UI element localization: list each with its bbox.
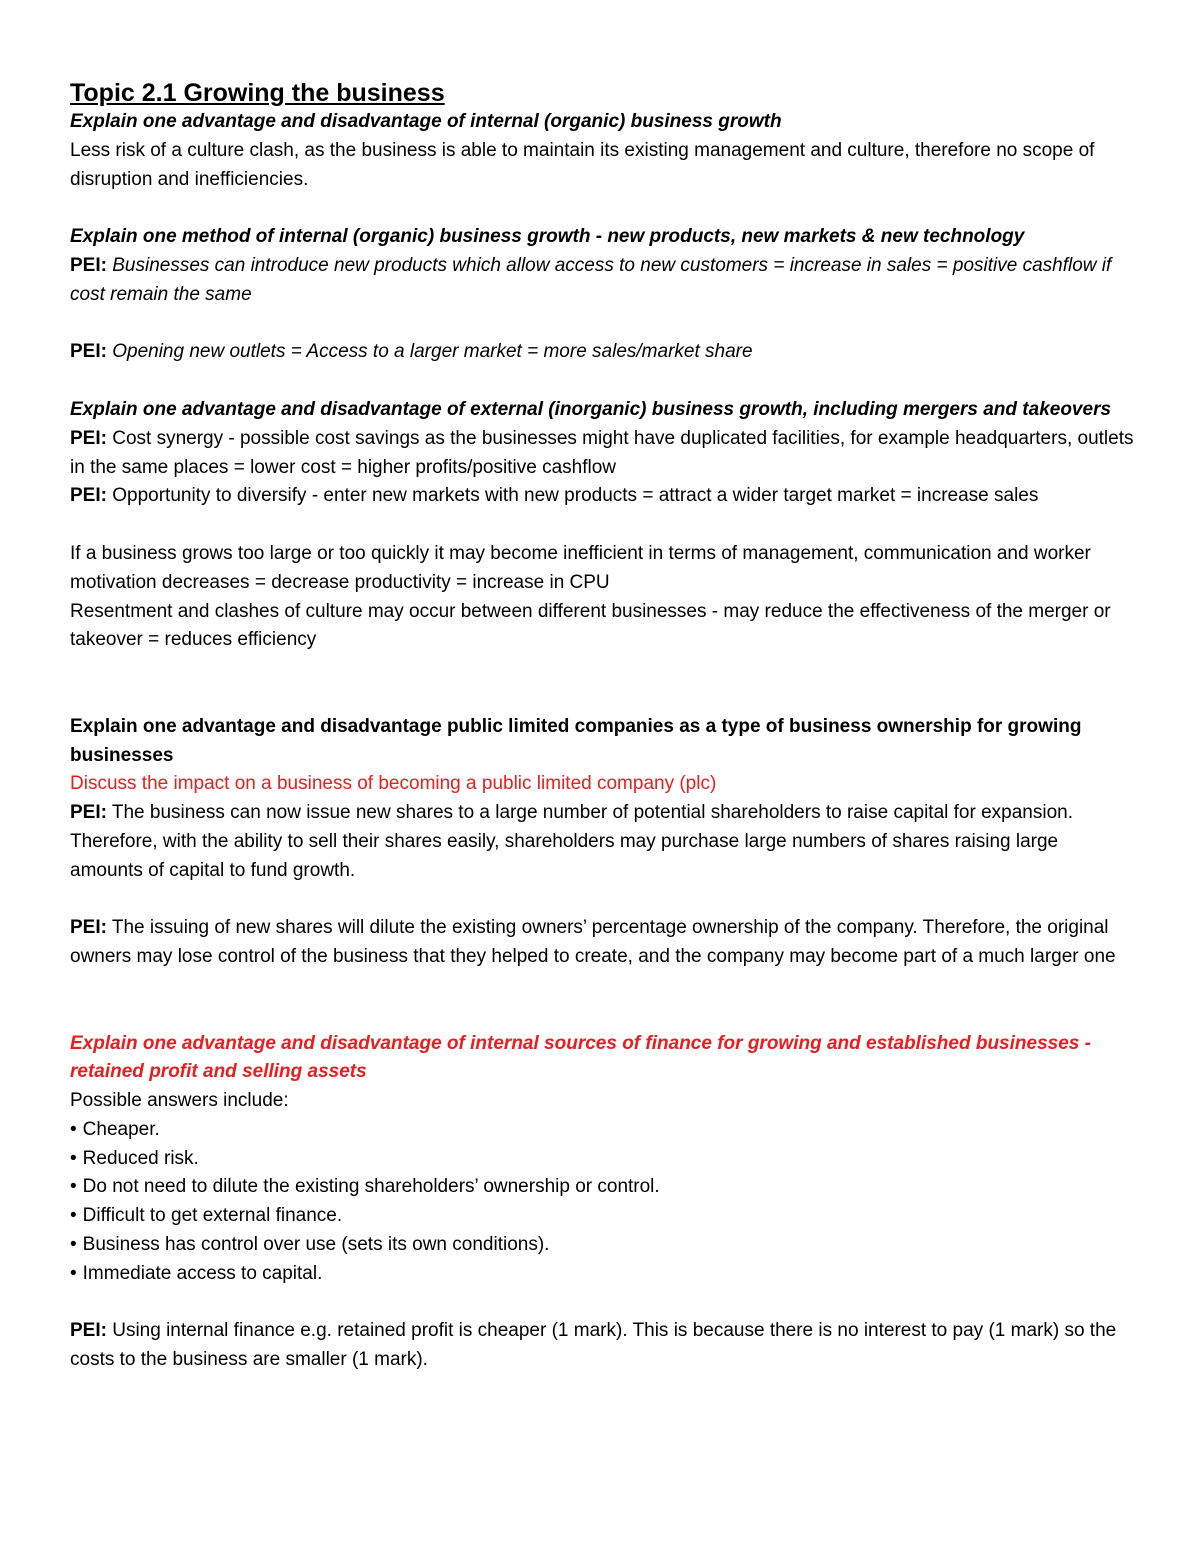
pei-label: PEI: xyxy=(70,1320,107,1342)
pei-text: Opportunity to diversify - enter new markets with new products = attract a wider target market = increase sales xyxy=(106,485,1039,507)
subquestion-plc-impact: Discuss the impact on a business of becoming a public limited company (plc) xyxy=(70,773,717,795)
possible-answers-intro: Possible answers include: xyxy=(70,1090,289,1112)
list-item: • Reduced risk. xyxy=(70,1145,1135,1174)
pei-text: Cost synergy - possible cost savings as the businesses might have duplicated facilities, for example headquarters, outlets in the same places = lower cost = higher profits/positive cashflow xyxy=(70,427,1134,478)
pei-label: PEI: xyxy=(70,427,107,449)
answer-internal-growth: Less risk of a culture clash, as the business is able to maintain its existing management and culture, therefore no scope of disruption and inefficiencies. xyxy=(70,139,1095,190)
pei-label: PEI: xyxy=(70,802,107,824)
document-page xyxy=(70,78,1135,1375)
pei-text: The issuing of new shares will dilute the existing owners’ percentage ownership of the company. Therefore, the original owners may lose control of the business that they helped to create, and the company may become part of a much larger one xyxy=(70,917,1116,968)
list-item: • Cheaper. xyxy=(70,1116,1135,1145)
pei-label: PEI: xyxy=(70,485,107,507)
pei-diversify xyxy=(70,482,1135,511)
pei-label: PEI: xyxy=(70,341,107,363)
pei-issue-shares xyxy=(70,799,1135,885)
para-culture-clash: Resentment and clashes of culture may occur between different businesses - may reduce the effectiveness of the merger or takeover = reduces efficiency xyxy=(70,600,1111,651)
para-inefficiency: If a business grows too large or too quickly it may become inefficient in terms of management, communication and worker motivation decreases = decrease productivity = increase in CPU xyxy=(70,542,1091,593)
pei-text: The business can now issue new shares to a large number of potential shareholders to raise capital for expansion. Therefore, with the ability to sell their shares easily, shareholders may purchase large numbers of shares raising large amounts of capital to fund growth. xyxy=(70,802,1073,881)
page-title: Topic 2.1 Growing the business xyxy=(70,79,445,107)
pei-cost-synergy xyxy=(70,425,1135,483)
pei-dilute-ownership xyxy=(70,914,1135,972)
pei-label: PEI: xyxy=(70,254,107,276)
question-internal-finance: Explain one advantage and disadvantage of internal sources of finance for growing and established businesses - retained profit and selling assets xyxy=(70,1032,1091,1083)
list-item: • Do not need to dilute the existing shareholders’ ownership or control. xyxy=(70,1173,1135,1202)
pei-internal-finance xyxy=(70,1317,1135,1375)
question-external-growth: Explain one advantage and disadvantage of external (inorganic) business growth, including mergers and takeovers xyxy=(70,398,1112,420)
question-internal-growth-method: Explain one method of internal (organic) business growth - new products, new markets & new technology xyxy=(70,226,1025,248)
pei-text: Using internal finance e.g. retained profit is cheaper (1 mark). This is because there is no interest to pay (1 mark) so the costs to the business are smaller (1 mark). xyxy=(70,1320,1117,1371)
question-internal-growth: Explain one advantage and disadvantage of internal (organic) business growth xyxy=(70,111,782,132)
pei-text: Businesses can introduce new products which allow access to new customers = increase in sales = positive cashflow if cost remain the same xyxy=(70,254,1112,305)
list-item: • Business has control over use (sets its own conditions). xyxy=(70,1231,1135,1260)
question-plc: Explain one advantage and disadvantage public limited companies as a type of business ownership for growing businesses xyxy=(70,715,1082,766)
pei-label: PEI: xyxy=(70,917,107,939)
pei-text: Opening new outlets = Access to a larger market = more sales/market share xyxy=(106,341,753,363)
pei-new-products xyxy=(70,252,1135,310)
list-item: • Difficult to get external finance. xyxy=(70,1202,1135,1231)
pei-new-outlets xyxy=(70,338,1135,367)
list-item: • Immediate access to capital. xyxy=(70,1260,1135,1289)
possible-answers-list xyxy=(70,1116,1135,1289)
